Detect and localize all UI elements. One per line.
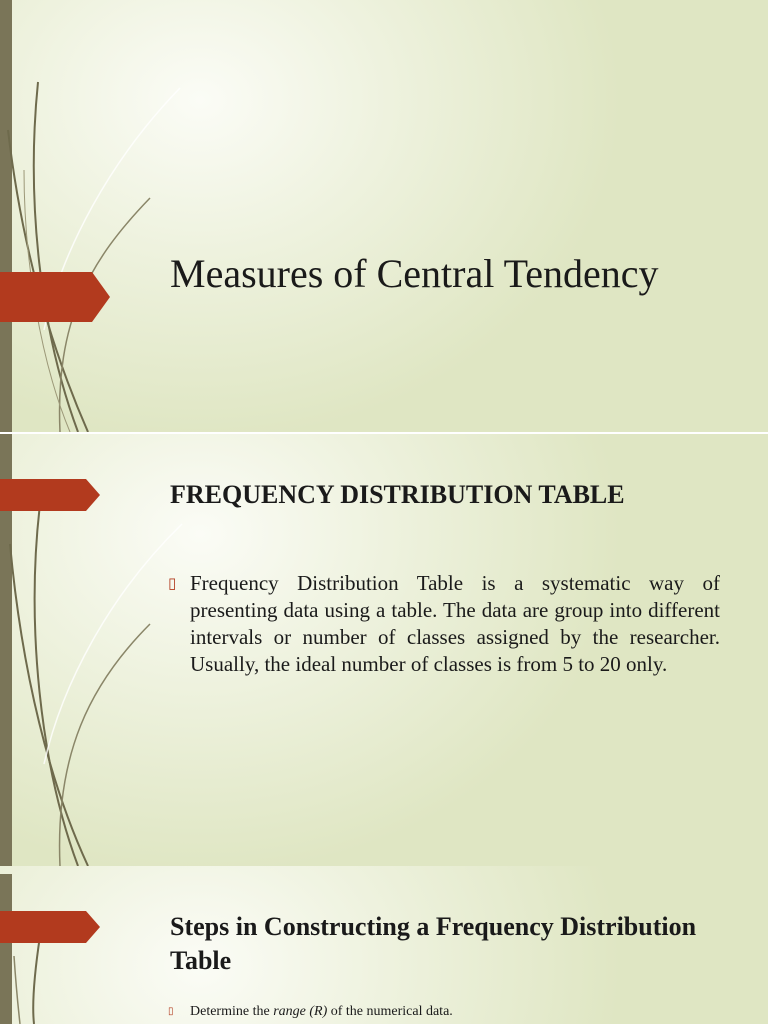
slide-frequency-distribution[interactable] — [0, 434, 768, 866]
slide-title-heading: Measures of Central Tendency — [170, 251, 659, 296]
red-square-bullet-icon: ▯ — [168, 574, 177, 592]
bullet-text-after: of the numerical data. — [327, 1004, 453, 1019]
bullet-text — [190, 1004, 453, 1020]
slide-title[interactable] — [0, 0, 768, 432]
slide-construction-steps[interactable] — [0, 866, 768, 1024]
red-arrow-tab — [0, 272, 110, 322]
decorative-swoosh — [0, 0, 200, 432]
red-square-bullet-icon: ▯ — [168, 1006, 174, 1017]
section-heading: FREQUENCY DISTRIBUTION TABLE — [170, 480, 625, 509]
section-heading: Steps in Constructing a Frequency Distribution Table — [170, 912, 697, 975]
red-arrow-tab — [0, 911, 100, 943]
bullet-text: Frequency Distribution Table is a systematic way of presenting data using a table. The data are group into different intervals or number of classes assigned by the researcher. Usually, the ideal number of classes is from 5 to 20 only. — [190, 571, 720, 676]
bullet-text-before: Determine the — [190, 1004, 274, 1019]
bullet-item — [168, 1004, 728, 1020]
bullet-item — [168, 570, 720, 678]
red-arrow-tab — [0, 479, 100, 511]
bullet-text-emphasis: range (R) — [273, 1004, 328, 1019]
